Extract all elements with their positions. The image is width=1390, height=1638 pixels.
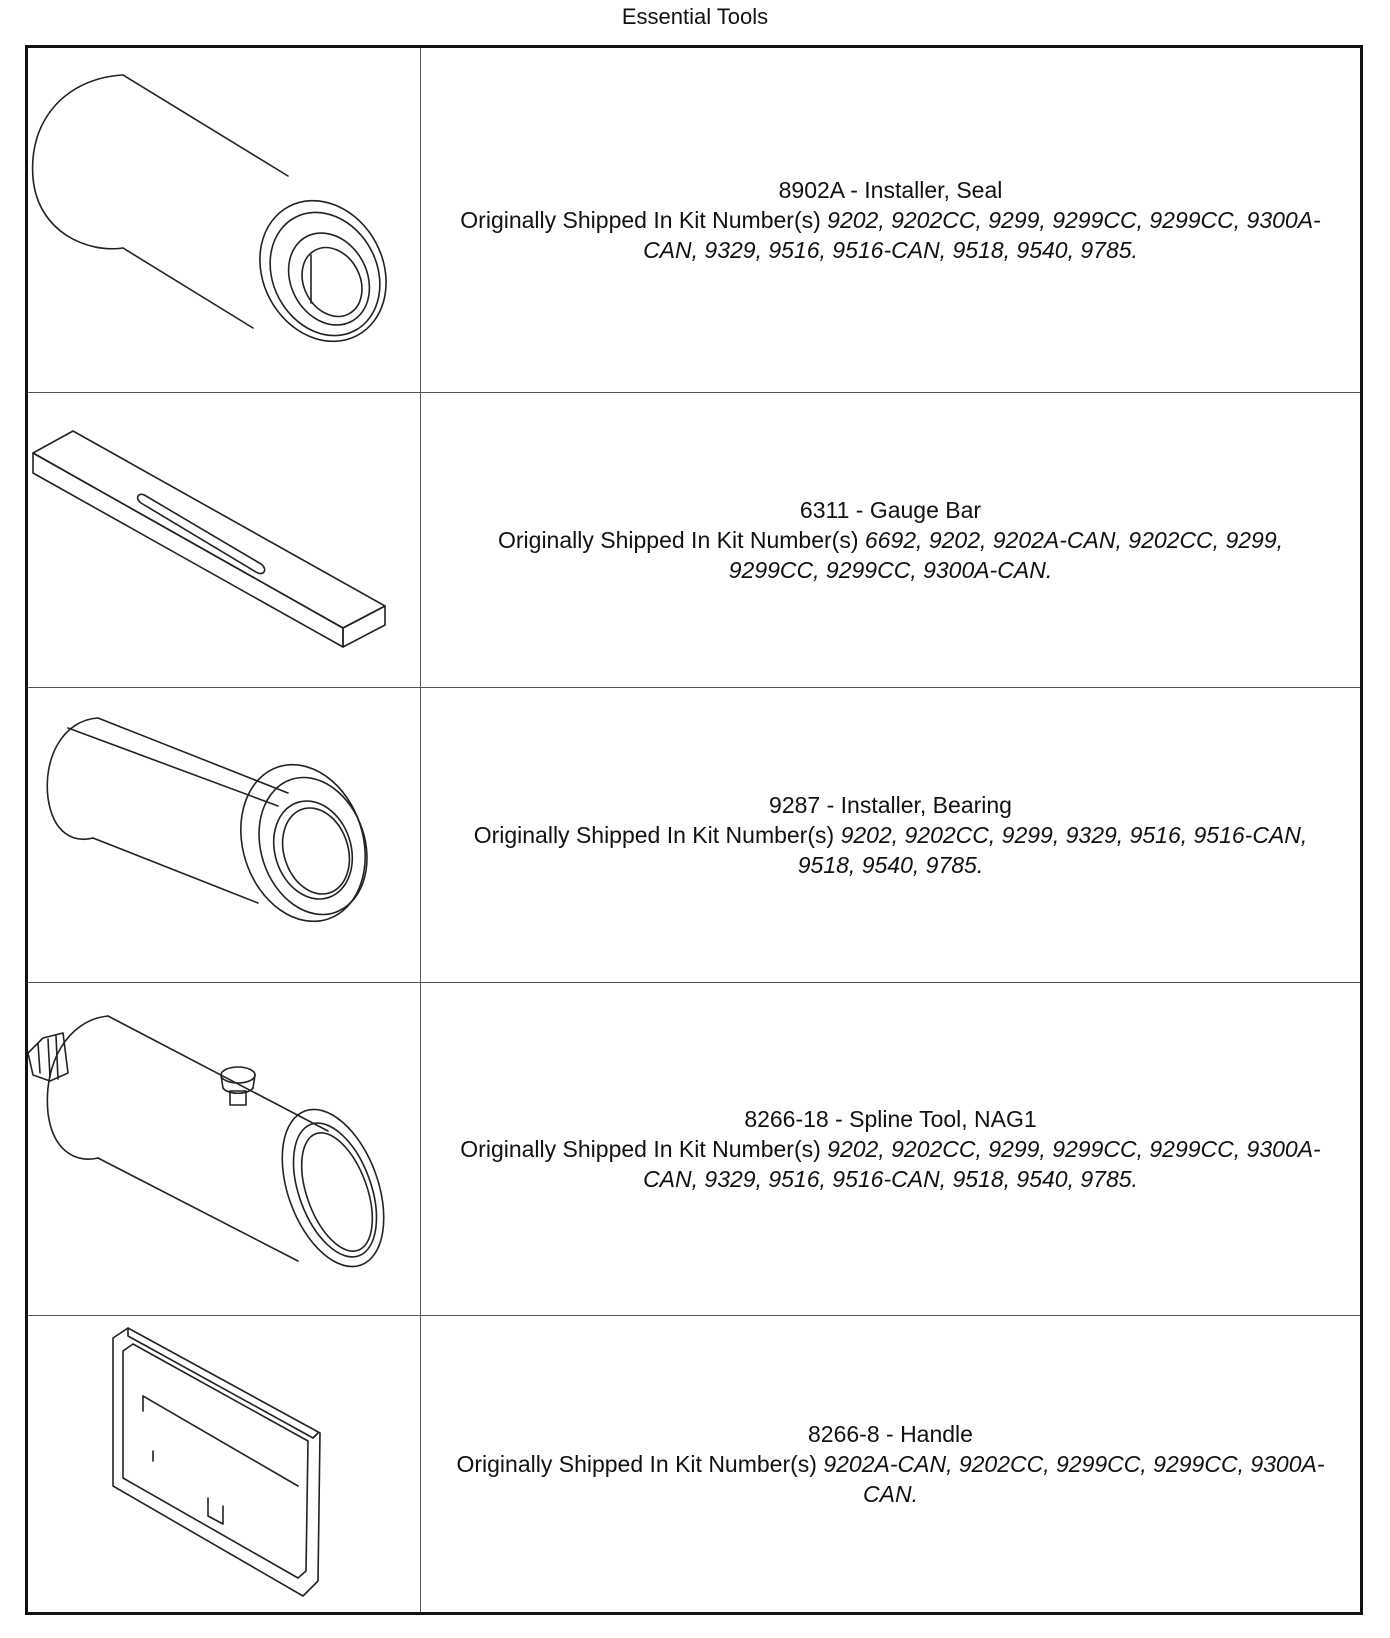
tool-description	[421, 393, 1360, 687]
tool-description	[421, 983, 1360, 1315]
tools-table	[25, 45, 1363, 1615]
tool-image-cell	[28, 1316, 421, 1612]
kits-list: 6692, 9202, 9202A-CAN, 9202CC, 9299, 9299CC, 9299CC, 9300A-CAN.	[728, 527, 1283, 583]
spline-tool-icon	[28, 983, 421, 1315]
tool-image-cell	[28, 983, 421, 1315]
tool-heading: 8902A - Installer, Seal	[778, 177, 1003, 203]
tool-row	[28, 48, 1360, 393]
tool-heading: 9287 - Installer, Bearing	[769, 792, 1012, 818]
tool-description	[421, 688, 1360, 982]
tool-row	[28, 393, 1360, 688]
tool-image-cell	[28, 688, 421, 982]
tool-description	[421, 48, 1360, 392]
gauge-bar-icon	[28, 393, 421, 687]
kit-numbers	[451, 205, 1331, 265]
handle-icon	[28, 1316, 421, 1612]
kits-prefix: Originally Shipped In Kit Number(s)	[498, 527, 859, 553]
tool-heading: 8266-18 - Spline Tool, NAG1	[744, 1106, 1037, 1132]
tool-row	[28, 1316, 1360, 1612]
kit-numbers	[451, 1134, 1331, 1194]
tool-image-cell	[28, 393, 421, 687]
kits-list: 9202, 9202CC, 9299, 9329, 9516, 9516-CAN, 9518, 9540, 9785.	[797, 822, 1308, 878]
kits-list: 9202, 9202CC, 9299, 9299CC, 9299CC, 9300A-CAN, 9329, 9516, 9516-CAN, 9518, 9540, 9785.	[643, 207, 1321, 263]
bearing-installer-icon	[28, 688, 421, 982]
tool-heading: 6311 - Gauge Bar	[799, 497, 982, 523]
kit-numbers	[451, 525, 1331, 585]
kits-list: 9202, 9202CC, 9299, 9299CC, 9299CC, 9300A-CAN, 9329, 9516, 9516-CAN, 9518, 9540, 9785.	[643, 1136, 1321, 1192]
tool-row	[28, 983, 1360, 1316]
tool-heading: 8266-8 - Handle	[808, 1421, 973, 1447]
kits-prefix: Originally Shipped In Kit Number(s)	[460, 1136, 821, 1162]
kits-prefix: Originally Shipped In Kit Number(s)	[473, 822, 835, 848]
kit-numbers	[451, 1449, 1331, 1509]
tool-description	[421, 1316, 1360, 1612]
page-title: Essential Tools	[621, 4, 769, 29]
kits-list: 9202A-CAN, 9202CC, 9299CC, 9299CC, 9300A-CAN.	[823, 1451, 1325, 1507]
kits-prefix: Originally Shipped In Kit Number(s)	[460, 207, 821, 233]
kit-numbers	[451, 820, 1331, 880]
tool-row	[28, 688, 1360, 983]
kits-prefix: Originally Shipped In Kit Number(s)	[456, 1451, 817, 1477]
tool-image-cell	[28, 48, 421, 392]
seal-installer-icon	[28, 48, 421, 392]
